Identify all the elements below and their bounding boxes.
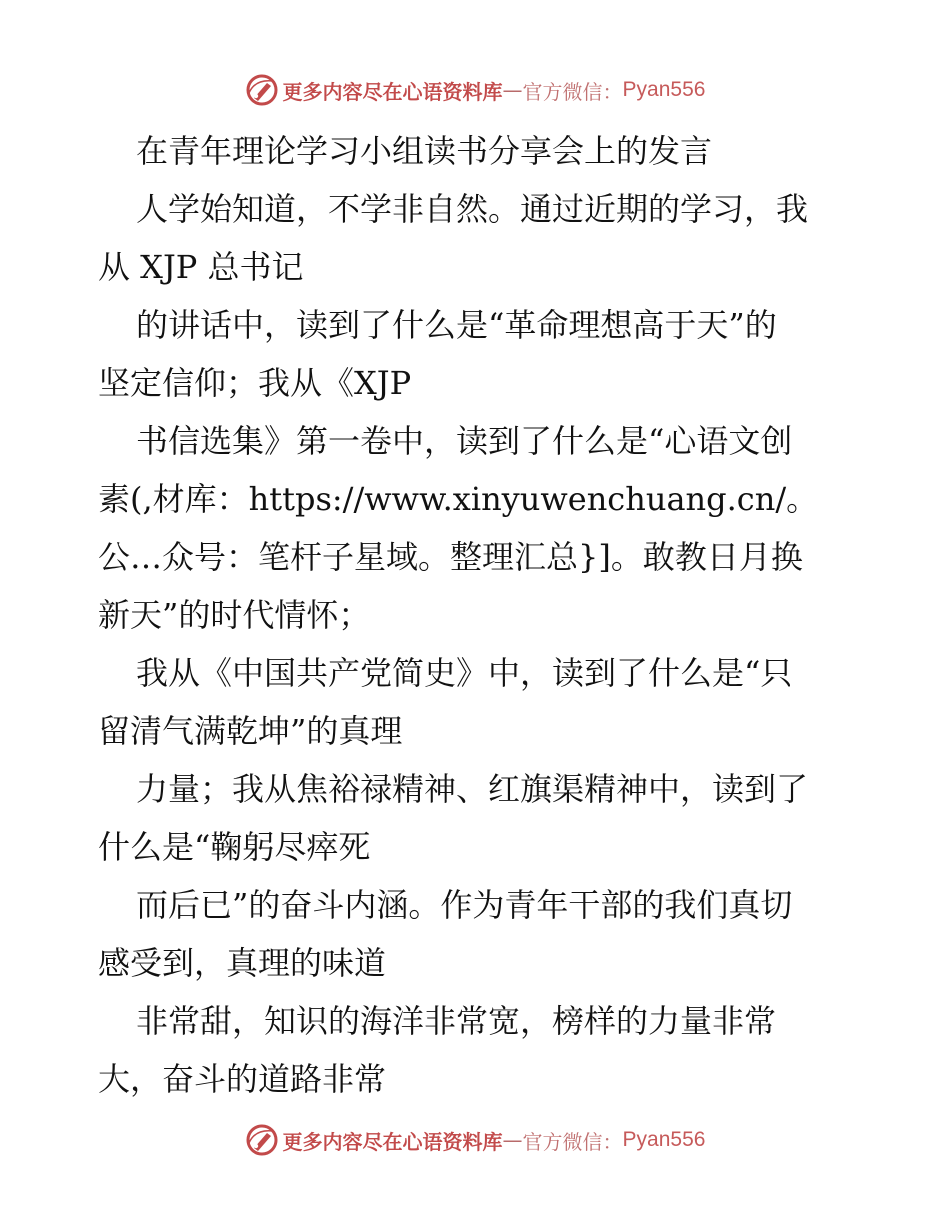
text-line: 素(,材库：https://www.xinyuwenchuang.cn/。 xyxy=(98,480,819,518)
pen-logo-icon xyxy=(245,73,279,107)
text-line: 坚定信仰；我从《XJP xyxy=(98,364,412,402)
text-line: 我从《中国共产党简史》中，读到了什么是“只 xyxy=(136,654,793,692)
text-line: 新天”的时代情怀； xyxy=(98,596,371,634)
banner-dash: — xyxy=(502,78,523,102)
footer-banner xyxy=(0,1120,950,1160)
banner-wechat-id: Pyan556 xyxy=(622,1128,706,1151)
text-line: 从 XJP 总书记 xyxy=(98,248,304,286)
text-line: 感受到，真理的味道 xyxy=(98,944,387,982)
banner-promo-text: 更多内容尽在心语资料库 xyxy=(282,79,503,104)
text-line: 的讲话中，读到了什么是“革命理想高于天”的 xyxy=(136,306,777,344)
banner-wechat-label: 官方微信： xyxy=(522,1129,623,1154)
text-line: 力量；我从焦裕禄精神、红旗渠精神中，读到了 xyxy=(136,770,809,808)
banner-promo-text: 更多内容尽在心语资料库 xyxy=(282,1129,503,1154)
banner-dash: — xyxy=(502,1128,523,1152)
header-banner xyxy=(0,70,950,110)
text-line: 非常甜，知识的海洋非常宽，榜样的力量非常 xyxy=(136,1002,777,1040)
banner-wechat-id: Pyan556 xyxy=(622,78,706,101)
text-line: 什么是“鞠躬尽瘁死 xyxy=(98,828,371,866)
document-body xyxy=(98,122,854,1108)
document-title: 在青年理论学习小组读书分享会上的发言 xyxy=(136,132,713,170)
banner-wechat-label: 官方微信： xyxy=(522,79,623,104)
text-line: 人学始知道，不学非自然。通过近期的学习，我 xyxy=(136,190,809,228)
text-line: 留清气满乾坤”的真理 xyxy=(98,712,403,750)
text-line: 公…众号：笔杆子星域。整理汇总}]。敢教日月换 xyxy=(98,538,803,576)
text-line: 大，奋斗的道路非常 xyxy=(98,1060,387,1098)
text-line: 书信选集》第一卷中，读到了什么是“心语文创 xyxy=(136,422,793,460)
pen-logo-icon xyxy=(245,1123,279,1157)
text-line: 而后已”的奋斗内涵。作为青年干部的我们真切 xyxy=(136,886,793,924)
